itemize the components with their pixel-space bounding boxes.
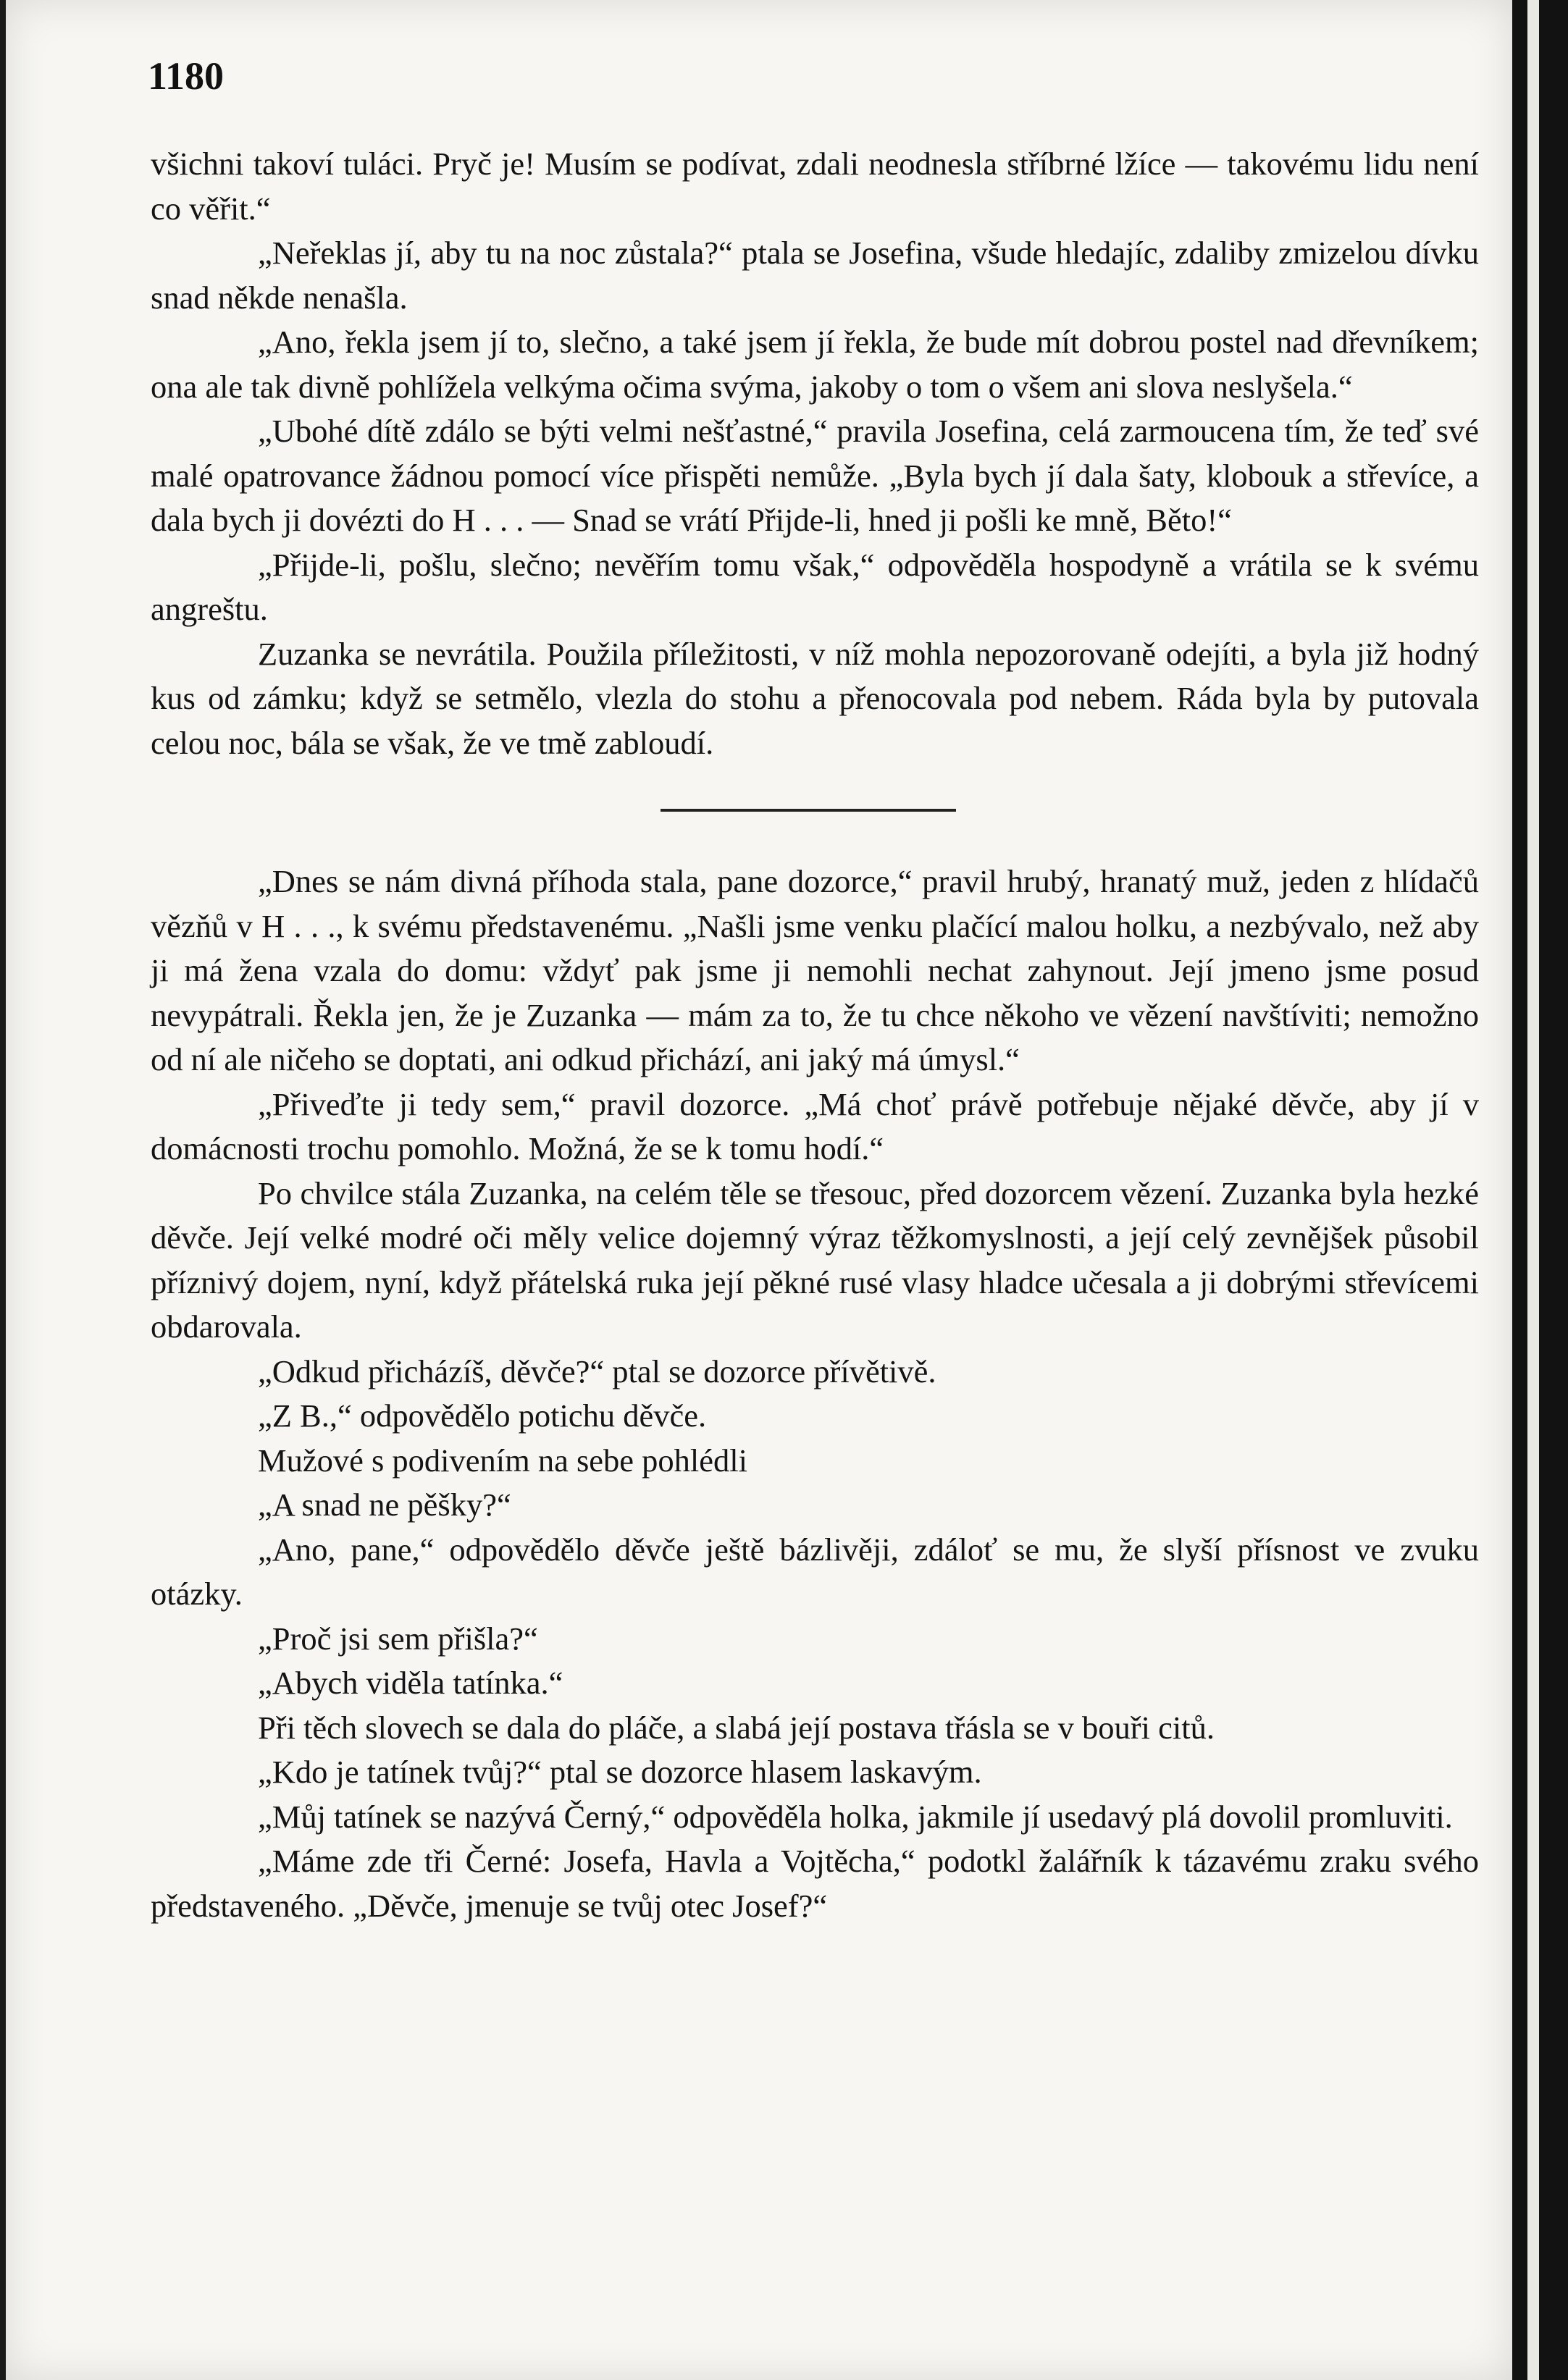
scan-dark-edge bbox=[1512, 0, 1568, 2380]
paragraph: „Neřeklas jí, aby tu na noc zůstala?“ ptala se Josefina, všude hledajíc, zdaliby zmizelou dívku snad někde nenašla. bbox=[151, 235, 1479, 316]
paragraph: „Odkud přicházíš, děvče?“ ptal se dozorce přívětivě. bbox=[258, 1353, 936, 1389]
paragraph: Mužové s podivením na sebe pohlédli bbox=[258, 1442, 748, 1479]
paragraph: Po chvilce stála Zuzanka, na celém těle se třesouc, před dozorcem vězení. Zuzanka byla hezké děvče. Její velké modré oči měly velice dojemný výraz těžkomyslnosti, a její celý zevnějšek působil příznivý dojem, nyní, když přátelská ruka její pěkné rusé vlasy hladce učesala a ji dobrými střevícemi obdarovala. bbox=[151, 1174, 1479, 1345]
paragraph: „Přiveďte ji tedy sem,“ pravil dozorce. „Má choť právě potřebuje nějaké děvče, aby jí v domácnosti trochu pomohlo. Možná, že se k tomu hodí.“ bbox=[151, 1085, 1479, 1166]
scan-paper-strip bbox=[1527, 0, 1539, 2380]
page-number: 1180 bbox=[148, 54, 225, 98]
paragraph: „Z B.,“ odpovědělo potichu děvče. bbox=[258, 1397, 707, 1434]
paragraph: „Ubohé dítě zdálo se býti velmi nešťastné,“ pravila Josefina, celá zarmoucena tím, že teď své malé opatrovance žádnou pomocí více přispěti nemůže. „Byla bych jí dala šaty, klobouk a střevíce, a dala bych ji dovézti do H . . . — Snad se vrátí Přijde-li, hned ji pošli ke mně, Běto!“ bbox=[151, 413, 1479, 538]
paragraph: „Máme zde tři Černé: Josefa, Havla a Vojtěcha,“ podotkl žalářník k tázavému zraku svého představeného. „Děvče, jmenuje se tvůj otec Josef?“ bbox=[151, 1843, 1479, 1924]
paragraph: „Proč jsi sem přišla?“ bbox=[258, 1620, 538, 1657]
book-page bbox=[6, 0, 1512, 2380]
paragraph: Zuzanka se nevrátila. Použila příležitosti, v níž mohla nepozorovaně odejíti, a byla již hodný kus od zámku; když se setmělo, vlezla do stohu a přenocovala pod nebem. Ráda byla by putovala celou noc, bála se však, že ve tmě zabloudí. bbox=[151, 635, 1479, 761]
page-text bbox=[151, 142, 1479, 1928]
paragraph: „Ano, pane,“ odpovědělo děvče ještě bázlivěji, zdáloť se mu, že slyší přísnost ve zvuku otázky. bbox=[151, 1531, 1479, 1612]
paragraph: Při těch slovech se dala do pláče, a slabá její postava třásla se v bouři citů. bbox=[258, 1709, 1215, 1746]
paragraph: všichni takoví tuláci. Pryč je! Musím se podívat, zdali neodnesla stříbrné lžíce — takovému lidu není co věřit.“ bbox=[151, 146, 1479, 227]
paragraph: „Můj tatínek se nazývá Černý,“ odpověděla holka, jakmile jí usedavý plá dovolil promluviti. bbox=[258, 1798, 1453, 1835]
paragraph: „Abych viděla tatínka.“ bbox=[258, 1665, 563, 1701]
paragraph: „Dnes se nám divná příhoda stala, pane dozorce,“ pravil hrubý, hranatý muž, jeden z hlídačů vězňů v H . . ., k svému představenému. „Našli jsme venku plačící malou holku, a nezbývalo, než aby ji má žena vzala do domu: vždyť pak jsme ji nemohli nechat zahynout. Její jmeno jsme posud nevypátrali. Řekla jen, že je Zuzanka — mám za to, že tu chce někoho ve vězení navštíviti; nemožno od ní ale ničeho se doptati, ani odkud přichází, ani jaký má úmysl.“ bbox=[151, 863, 1479, 1077]
paragraph: „Ano, řekla jsem jí to, slečno, a také jsem jí řekla, že bude mít dobrou postel nad dřevníkem; ona ale tak divně pohlížela velkýma očima svýma, jakoby o tom o všem ani slova neslyšela.“ bbox=[151, 324, 1479, 405]
paragraph: „A snad ne pěšky?“ bbox=[258, 1487, 511, 1523]
paragraph: „Kdo je tatínek tvůj?“ ptal se dozorce hlasem laskavým. bbox=[258, 1754, 982, 1790]
section-divider bbox=[661, 809, 956, 812]
paragraph: „Přijde-li, pošlu, slečno; nevěřím tomu však,“ odpověděla hospodyně a vrátila se k svému angreštu. bbox=[151, 546, 1479, 627]
